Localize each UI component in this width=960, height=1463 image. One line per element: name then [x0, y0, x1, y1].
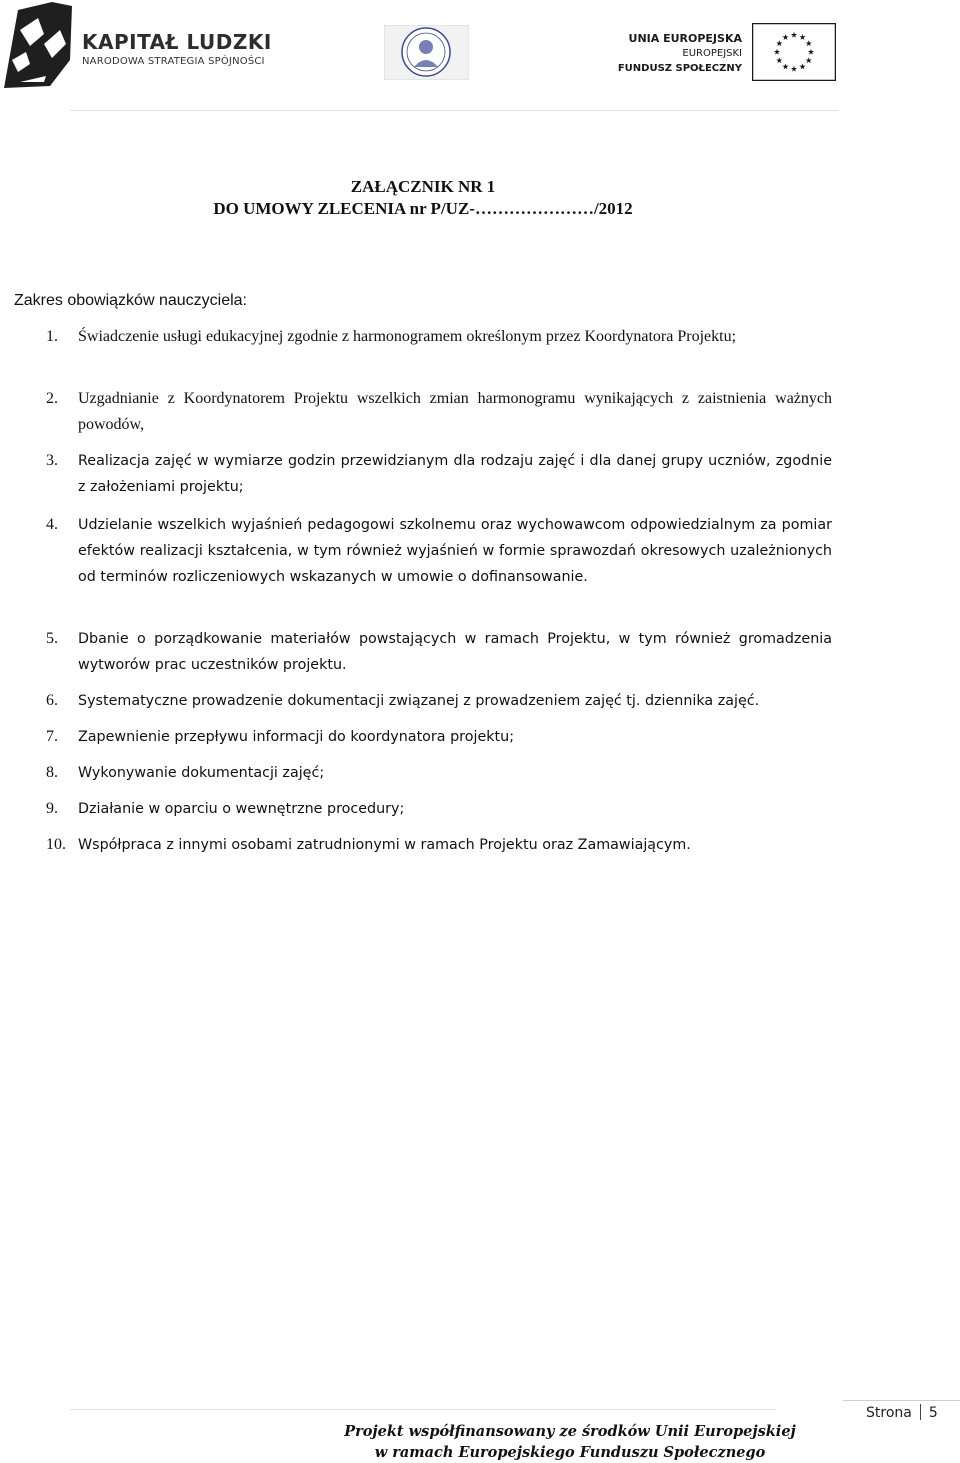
list-item-text: Systematyczne prowadzenie dokumentacji związanej z prowadzeniem zajęć tj. dziennika zajęć.: [78, 693, 760, 709]
list-item-number: 3.: [46, 452, 58, 469]
footer-line-2: w ramach Europejskiego Funduszu Społecznego: [374, 1444, 766, 1461]
list-item: [46, 688, 832, 714]
list-item: [46, 512, 832, 590]
section-heading: Zakres obowiązków nauczyciela:: [14, 292, 247, 309]
list-item: [46, 832, 832, 858]
footer-line-1: Projekt współfinansowany ze środków Unii Europejskiej: [344, 1423, 796, 1440]
eu-text: [600, 31, 742, 76]
list-item-number: 7.: [46, 728, 58, 745]
page-number-value: 5: [928, 1405, 938, 1421]
footer-funding-note: [0, 1421, 960, 1463]
title-line-1: ZAŁĄCZNIK NR 1: [350, 177, 496, 196]
eu-line3: FUNDUSZ SPOŁECZNY: [617, 63, 742, 74]
kapital-ludzki-subtitle: NARODOWA STRATEGIA SPÓJNOŚCI: [82, 56, 265, 67]
eu-line1: UNIA EUROPEJSKA: [628, 32, 742, 45]
header-divider: [70, 110, 838, 111]
page-label: Strona: [866, 1405, 912, 1421]
list-item-number: 9.: [46, 800, 58, 817]
school-seal-logo: [384, 25, 469, 80]
eu-line2: EUROPEJSKI: [682, 48, 742, 59]
title-line-2: DO UMOWY ZLECENIA nr P/UZ-…………………/2012: [213, 199, 633, 218]
eu-flag-icon: [752, 23, 836, 81]
list-item: [46, 324, 832, 350]
page-separator: [920, 1404, 921, 1420]
list-item: [46, 626, 832, 678]
list-item-number: 1.: [46, 328, 58, 345]
list-item: [46, 724, 832, 750]
list-item-number: 5.: [46, 630, 58, 647]
list-item-number: 2.: [46, 390, 58, 407]
list-item-text: Współpraca z innymi osobami zatrudnionymi w ramach Projektu oraz Zamawiającym.: [78, 837, 691, 853]
list-item-number: 6.: [46, 692, 58, 709]
list-item-text: Wykonywanie dokumentacji zajęć;: [78, 765, 325, 781]
document-title: [0, 176, 846, 220]
page-number: [866, 1404, 938, 1421]
kapital-ludzki-title: KAPITAŁ LUDZKI: [82, 30, 272, 54]
footer-divider: [70, 1409, 776, 1410]
list-item: [46, 760, 832, 786]
list-item-text: Świadczenie usługi edukacyjnej zgodnie z harmonogramem określonym przez Koordynatora Projektu;: [78, 328, 737, 345]
list-item-text: Udzielanie wszelkich wyjaśnień pedagogowi szkolnemu oraz wychowawcom odpowiedzialnym za pomiar efektów realizacji kształcenia, w tym również wyjaśnień w formie sprawozdań okresowych uzależnionych od terminów rozliczeniowych wskazanych w umowie o dofinansowanie.: [78, 517, 832, 585]
list-item-text: Realizacja zajęć w wymiarze godzin przewidzianym dla rodzaju zajęć i dla danej grupy uczniów, zgodnie z założeniami projektu;: [78, 453, 832, 495]
list-item: [46, 386, 832, 438]
list-item-number: 10.: [46, 836, 66, 853]
list-item-text: Działanie w oparciu o wewnętrzne procedury;: [78, 801, 405, 817]
list-item-text: Dbanie o porządkowanie materiałów powstających w ramach Projektu, w tym również gromadzenia wytworów prac uczestników projektu.: [78, 631, 832, 673]
page-number-rule: [843, 1400, 960, 1401]
list-item-number: 4.: [46, 516, 58, 533]
list-item: [46, 796, 832, 822]
list-item-text: Zapewnienie przepływu informacji do koordynatora projektu;: [78, 729, 515, 745]
list-item-text: Uzgadnianie z Koordynatorem Projektu wszelkich zmian harmonogramu wynikających z zaistnienia ważnych powodów,: [78, 390, 832, 433]
list-item: [46, 448, 832, 500]
list-item-number: 8.: [46, 764, 58, 781]
